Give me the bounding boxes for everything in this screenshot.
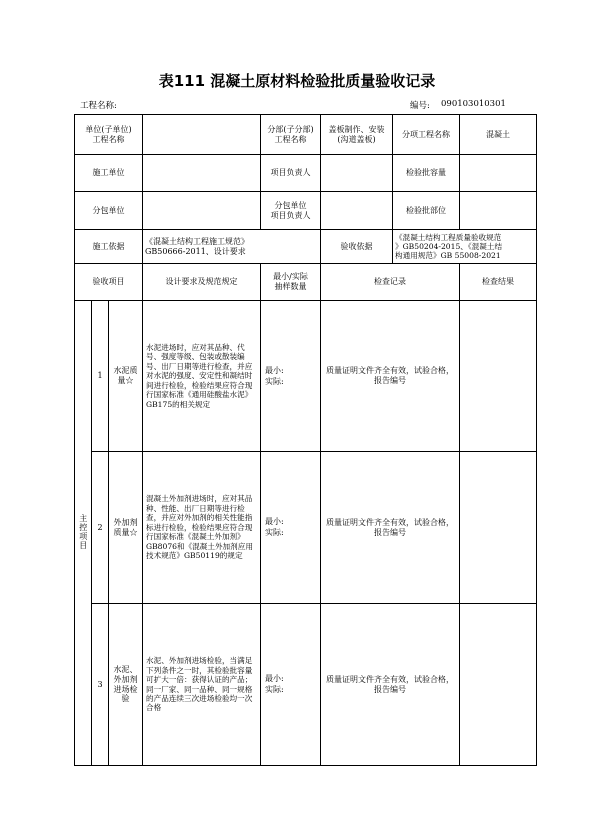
col-req-header: 设计要求及规范规定 (143, 264, 261, 301)
row-result[interactable] (460, 604, 537, 766)
page-title: 表111 混凝土原材料检验批质量验收记录 (158, 72, 436, 90)
acceptance-basis-label: 验收依据 (321, 230, 393, 264)
batch-part-label: 检验批部位 (393, 192, 460, 230)
row-requirement: 水泥、外加剂进场检验，当满足下列条件之一时，其检验批容量可扩大一倍：获得认证的产品；同一厂家、同一品种、同一规格的产品连续三次进场检验均一次合格 (143, 604, 261, 766)
project-leader-value[interactable] (321, 155, 393, 192)
item-name-label: 分项工程名称 (393, 115, 460, 155)
item-name-value[interactable]: 混凝土 (460, 115, 537, 155)
row-sample[interactable]: 最小: 实际: (261, 301, 321, 452)
sub-project-label: 分部(子分部) 工程名称 (261, 115, 321, 155)
code-label: 编号: (410, 101, 430, 111)
row-sample[interactable]: 最小: 实际: (261, 604, 321, 766)
group-label: 主控项目 (75, 301, 92, 766)
row-no: 2 (92, 452, 109, 604)
construction-basis-label: 施工依据 (75, 230, 143, 264)
col-item-header: 验收项目 (75, 264, 143, 301)
row-result[interactable] (460, 452, 537, 604)
subcontract-leader-value[interactable] (321, 192, 393, 230)
row-sample[interactable]: 最小: 实际: (261, 452, 321, 604)
batch-capacity-label: 检验批容量 (393, 155, 460, 192)
row-requirement: 水泥进场时，应对其品种、代号、强度等级、包装或散装编号、出厂日期等进行检查，并应对水泥的强度、安定性和凝结时间进行检验，检验结果应符合现行国家标准《通用硅酸盐水泥》GB175的相关规定 (143, 301, 261, 452)
row-record[interactable]: 质量证明文件齐全有效，试验合格，报告编号 (321, 452, 460, 604)
project-leader-label: 项目负责人 (261, 155, 321, 192)
table-row (75, 452, 537, 604)
project-name-label: 工程名称: (80, 101, 117, 111)
subcontract-unit-value[interactable] (143, 192, 261, 230)
subcontract-leader-label: 分包单位 项目负责人 (261, 192, 321, 230)
inspection-record-table (74, 114, 537, 766)
row-record[interactable]: 质量证明文件齐全有效，试验合格，报告编号 (321, 604, 460, 766)
row-no: 3 (92, 604, 109, 766)
row-item-name: 外加剂质量☆ (109, 452, 143, 604)
row-record[interactable]: 质量证明文件齐全有效，试验合格，报告编号 (321, 301, 460, 452)
row-no: 1 (92, 301, 109, 452)
construction-basis-value: 《混凝土结构工程施工规范》 GB50666-2011、设计要求 (143, 230, 321, 264)
row-item-name: 水泥、外加剂 进场检验 (109, 604, 143, 766)
col-record-header: 检查记录 (321, 264, 460, 301)
table-row (75, 604, 537, 766)
batch-part-value[interactable] (460, 192, 537, 230)
unit-name-value[interactable] (143, 115, 261, 155)
unit-name-label: 单位(子单位) 工程名称 (75, 115, 143, 155)
row-requirement: 混凝土外加剂进场时，应对其品种、性能、出厂日期等进行检查，并应对外加剂的相关性能指标进行检验，检验结果应符合现行国家标准《混凝土外加剂》GB8076和《混凝土外加剂应用技术规范》GB50119的规定 (143, 452, 261, 604)
acceptance-basis-value: 《混凝土结构工程质量验收规范 》GB50204-2015、《混凝土结 构通用规范》GB 55008-2021 (393, 230, 537, 264)
row-result[interactable] (460, 301, 537, 452)
subcontract-unit-label: 分包单位 (75, 192, 143, 230)
col-sample-header: 最小/实际 抽样数量 (261, 264, 321, 301)
construction-unit-label: 施工单位 (75, 155, 143, 192)
row-item-name: 水泥质量☆ (109, 301, 143, 452)
table-row (75, 301, 537, 452)
code-value: 090103010301 (441, 99, 506, 109)
col-result-header: 检查结果 (460, 264, 537, 301)
batch-capacity-value[interactable] (460, 155, 537, 192)
sub-project-value[interactable]: 盖板制作、安装 (沟道盖板) (321, 115, 393, 155)
construction-unit-value[interactable] (143, 155, 261, 192)
